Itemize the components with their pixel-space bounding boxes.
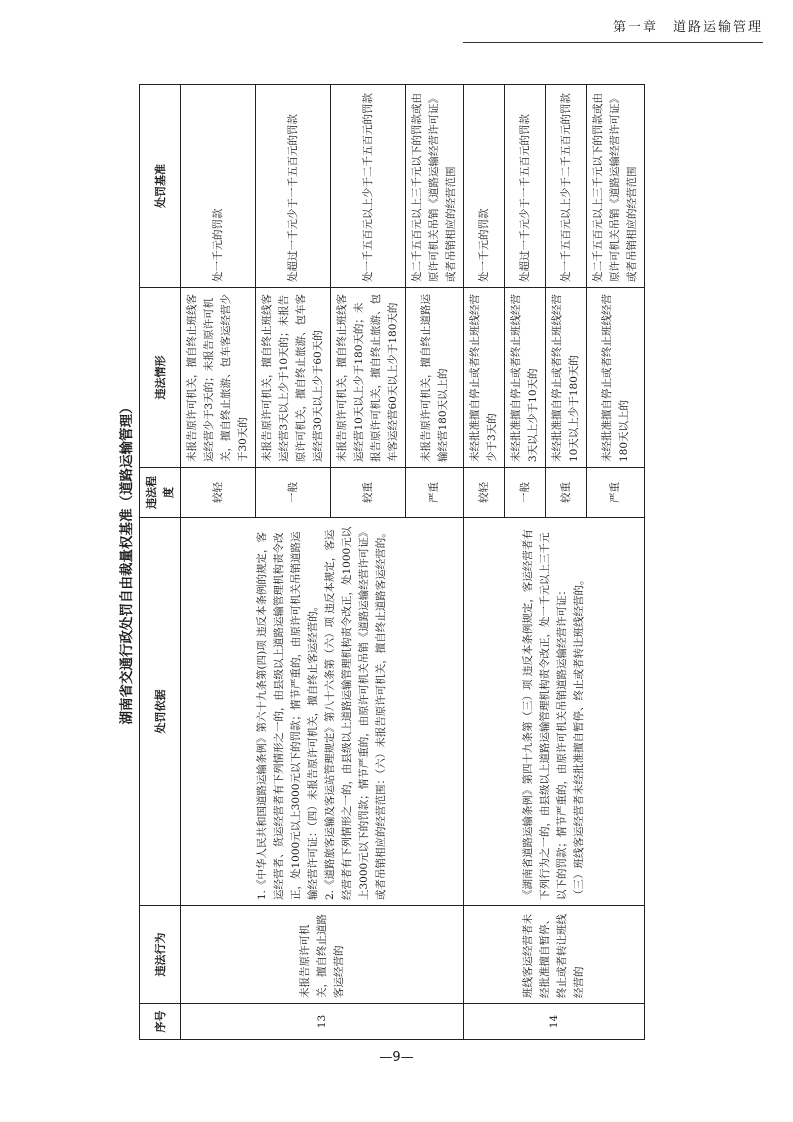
col-standard: 处罚基准 bbox=[140, 85, 181, 288]
circumstance-cell: 未报告原许可机关，擅自终止班线客运经营少于3天的；未报告原许可机关，擅自终止旅游、包车客运经营少于30天的 bbox=[181, 288, 256, 468]
circumstance-cell: 未报告原许可机关，擅自终止班线客运经营10天以上少于180天的；未报告原许可机关，擅自终止旅游、包车客运经营60天以上少于180天的 bbox=[331, 288, 406, 468]
degree-cell: 严重 bbox=[406, 468, 464, 518]
basis-cell bbox=[464, 518, 645, 906]
degree-cell: 较轻 bbox=[181, 468, 256, 518]
seq-cell: 13 bbox=[181, 1004, 464, 1040]
penalty-table bbox=[139, 84, 645, 1040]
rotated-table-area bbox=[115, 85, 685, 1040]
basis-paragraph: （三）班线客运经营者未经批准擅自暂停、终止或者转让班线经营的。 bbox=[573, 574, 585, 900]
running-header bbox=[463, 10, 763, 40]
basis-paragraph: 《湖南省道路运输条例》第四十九条第（三）项 违反本条例规定，客运经营者有下列行为之一的，由县级以上道路运输管理机构责令改正，处一千元以上三千元以下的罚款；情节严重的，由原许可机关吊销道路运输经营许可证： bbox=[522, 529, 568, 900]
col-seq: 序号 bbox=[140, 1004, 181, 1040]
basis-cell bbox=[181, 518, 464, 906]
circumstance-cell: 未报告原许可机关，擅自终止道路运输经营180天以上的 bbox=[406, 288, 464, 468]
rotated-content bbox=[115, 85, 685, 1040]
standard-cell: 处超过一千元少于一千五百元的罚款 bbox=[256, 85, 331, 288]
degree-cell: 较重 bbox=[546, 468, 587, 518]
degree-cell: 一般 bbox=[256, 468, 331, 518]
behavior-cell: 班线客运经营者未经批准擅自暂停、终止或者转让班线经营的 bbox=[464, 906, 645, 1004]
table-title: 湖南省交通行政处罚自由裁量权基准（道路运输管理） bbox=[119, 400, 135, 725]
standard-cell: 处二千五百元以上三千元以下的罚款或由原许可机关吊销《道路运输经营许可证》或者吊销相应的经营范围 bbox=[587, 85, 645, 288]
standard-cell: 处一千元的罚款 bbox=[181, 85, 256, 288]
col-basis: 处罚依据 bbox=[140, 518, 181, 906]
table-row bbox=[464, 85, 505, 1040]
seq-cell: 14 bbox=[464, 1004, 645, 1040]
behavior-cell: 未报告原许可机关，擅自终止道路客运经营的 bbox=[181, 906, 464, 1004]
standard-cell: 处一千五百元以上少于二千五百元的罚款 bbox=[546, 85, 587, 288]
basis-paragraph: 2.《道路旅客运输及客运站管理规定》第八十六条第（六）项 违反本规定，客运经营者有下列情形之一的，由县级以上道路运输管理机构责令改正，处1000元以上3000元以下的罚款；情节严重的，由原许可机关吊销《道路运输经营许可证》或者吊销相应的经营范围：（六）未报告原许可机关，擅自终止道路客运经营的。 bbox=[324, 526, 387, 900]
degree-cell: 较重 bbox=[331, 468, 406, 518]
col-behavior: 违法行为 bbox=[140, 906, 181, 1004]
col-circumstance: 违法情形 bbox=[140, 288, 181, 468]
degree-cell: 严重 bbox=[587, 468, 645, 518]
circumstance-cell: 未经批准擅自停止或者终止班线经营3天以上少于10天的 bbox=[505, 288, 546, 468]
page-number: —9— bbox=[379, 1050, 414, 1065]
circumstance-cell: 未经批准擅自停止或者终止班线经营少于3天的 bbox=[464, 288, 505, 468]
table-header-row bbox=[140, 85, 181, 1040]
circumstance-cell: 未经批准擅自停止或者终止班线经营180天以上的 bbox=[587, 288, 645, 468]
basis-paragraph: 1.《中华人民共和国道路运输条例》第六十九条第(四)项 违反本条例的规定，客运经营者、货运经营者有下列情形之一的，由县级以上道路运输管理机构责令改正，处1000元以上3000元以下的罚款；情节严重的，由原许可机关吊销道路运输经营许可证：（四）未报告原许可机关，擅自终止客运经营的。 bbox=[256, 531, 319, 900]
chapter-title: 第一章 道路运输管理 bbox=[612, 20, 763, 35]
header-rule bbox=[463, 42, 763, 43]
standard-cell: 处一千五百元以上少于二千五百元的罚款 bbox=[331, 85, 406, 288]
circumstance-cell: 未报告原许可机关，擅自终止班线客运经营3天以上少于10天的；未报告原许可机关，擅自终止旅游、包车客运经营30天以上少于60天的 bbox=[256, 288, 331, 468]
degree-cell: 较轻 bbox=[464, 468, 505, 518]
standard-cell: 处超过一千元少于一千五百元的罚款 bbox=[505, 85, 546, 288]
standard-cell: 处一千元的罚款 bbox=[464, 85, 505, 288]
table-row bbox=[181, 85, 256, 1040]
circumstance-cell: 未经批准擅自停止或者终止班线经营10天以上少于180天的 bbox=[546, 288, 587, 468]
standard-cell: 处二千五百元以上三千元以下的罚款或由原许可机关吊销《道路运输经营许可证》或者吊销相应的经营范围 bbox=[406, 85, 464, 288]
degree-cell: 一般 bbox=[505, 468, 546, 518]
col-degree: 违法程度 bbox=[140, 468, 181, 518]
